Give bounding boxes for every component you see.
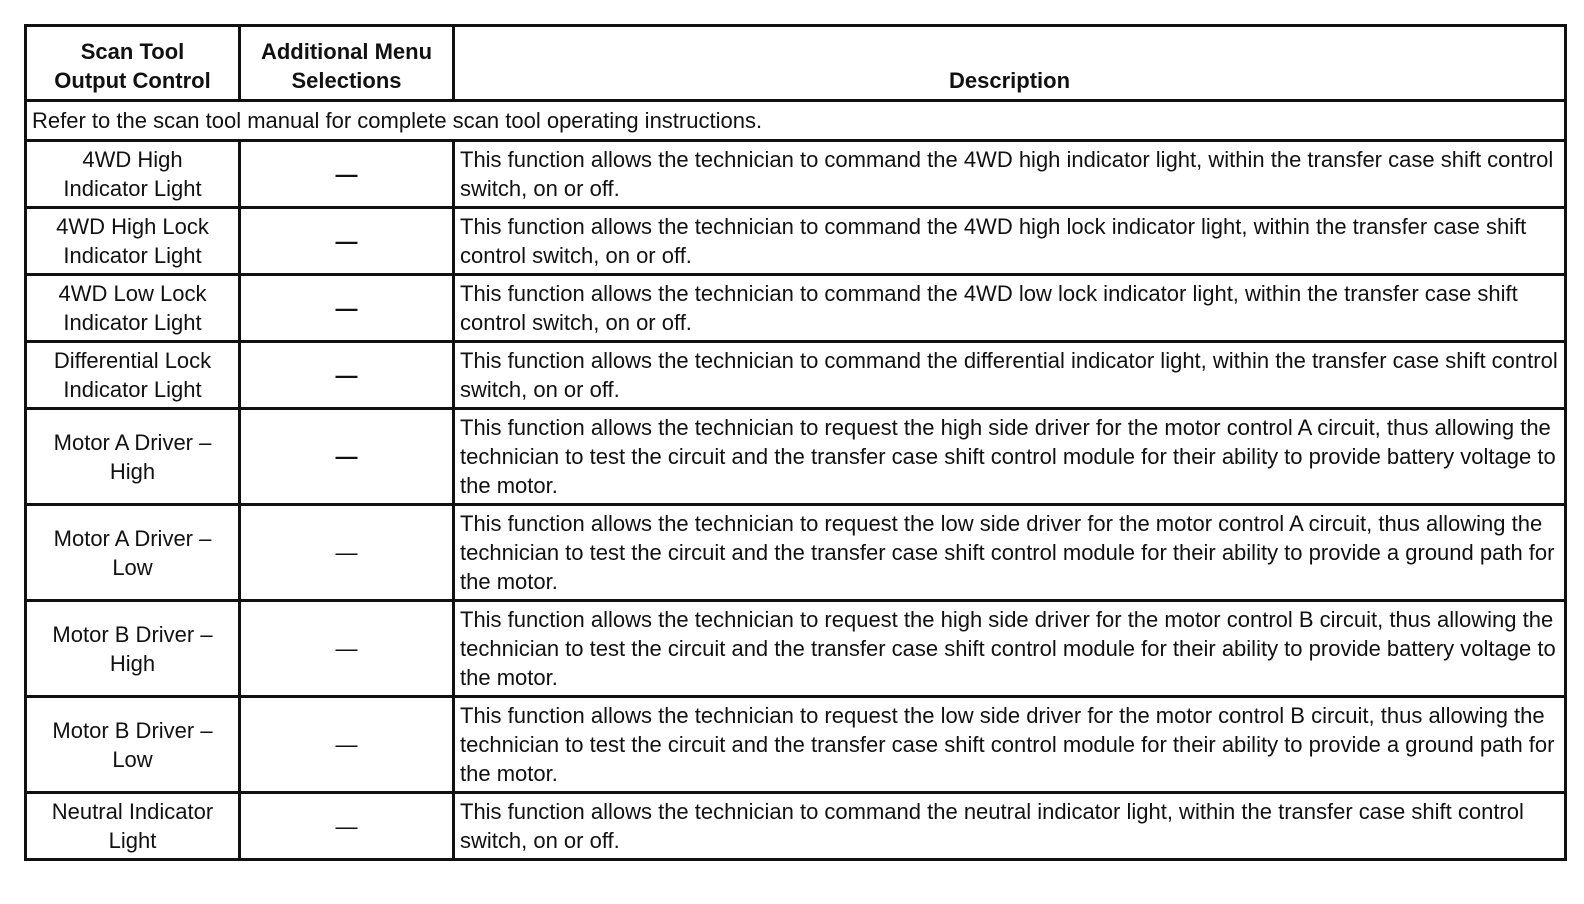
description-cell: This function allows the technician to request the low side driver for the motor control A circuit, thus allowing the technician to test the circuit and the transfer case shift control module for their ability to provide a ground path for the motor. — [454, 505, 1566, 601]
header-menu-selections: Additional Menu Selections — [240, 26, 454, 101]
output-control-cell: Neutral Indicator Light — [26, 793, 240, 860]
menu-selection-cell: — — [240, 793, 454, 860]
menu-selection-cell: — — [240, 697, 454, 793]
menu-selection-cell: — — [240, 275, 454, 342]
description-cell: This function allows the technician to command the 4WD low lock indicator light, within the transfer case shift control switch, on or off. — [454, 275, 1566, 342]
note-row — [26, 101, 1566, 141]
table-row — [26, 275, 1566, 342]
output-control-cell: Differential Lock Indicator Light — [26, 342, 240, 409]
header-description: Description — [454, 26, 1566, 101]
table-row — [26, 793, 1566, 860]
output-control-cell: 4WD High Lock Indicator Light — [26, 208, 240, 275]
table-row — [26, 601, 1566, 697]
menu-selection-cell: — — [240, 409, 454, 505]
output-control-cell: 4WD High Indicator Light — [26, 141, 240, 208]
table-row — [26, 141, 1566, 208]
description-cell: This function allows the technician to command the 4WD high indicator light, within the transfer case shift control switch, on or off. — [454, 141, 1566, 208]
menu-selection-cell: — — [240, 505, 454, 601]
table-row — [26, 505, 1566, 601]
menu-selection-cell: — — [240, 208, 454, 275]
description-cell: This function allows the technician to command the 4WD high lock indicator light, within the transfer case shift control switch, on or off. — [454, 208, 1566, 275]
description-cell: This function allows the technician to command the differential indicator light, within the transfer case shift control switch, on or off. — [454, 342, 1566, 409]
output-control-cell: Motor B Driver – Low — [26, 697, 240, 793]
menu-selection-cell: — — [240, 601, 454, 697]
description-cell: This function allows the technician to request the low side driver for the motor control B circuit, thus allowing the technician to test the circuit and the transfer case shift control module for their ability to provide a ground path for the motor. — [454, 697, 1566, 793]
table-row — [26, 208, 1566, 275]
header-output-control: Scan Tool Output Control — [26, 26, 240, 101]
table-row — [26, 342, 1566, 409]
description-cell: This function allows the technician to request the high side driver for the motor control B circuit, thus allowing the technician to test the circuit and the transfer case shift control module for their ability to provide battery voltage to the motor. — [454, 601, 1566, 697]
table-row — [26, 697, 1566, 793]
table-header-row — [26, 26, 1566, 101]
output-control-cell: Motor B Driver – High — [26, 601, 240, 697]
output-control-cell: Motor A Driver – Low — [26, 505, 240, 601]
description-cell: This function allows the technician to command the neutral indicator light, within the transfer case shift control switch, on or off. — [454, 793, 1566, 860]
menu-selection-cell: — — [240, 342, 454, 409]
output-control-table — [24, 24, 1567, 861]
description-cell: This function allows the technician to request the high side driver for the motor control A circuit, thus allowing the technician to test the circuit and the transfer case shift control module for their ability to provide battery voltage to the motor. — [454, 409, 1566, 505]
table-row — [26, 409, 1566, 505]
menu-selection-cell: — — [240, 141, 454, 208]
output-control-table-container — [24, 24, 1564, 861]
instructions-note: Refer to the scan tool manual for complete scan tool operating instructions. — [26, 101, 1566, 141]
output-control-cell: 4WD Low Lock Indicator Light — [26, 275, 240, 342]
output-control-cell: Motor A Driver – High — [26, 409, 240, 505]
